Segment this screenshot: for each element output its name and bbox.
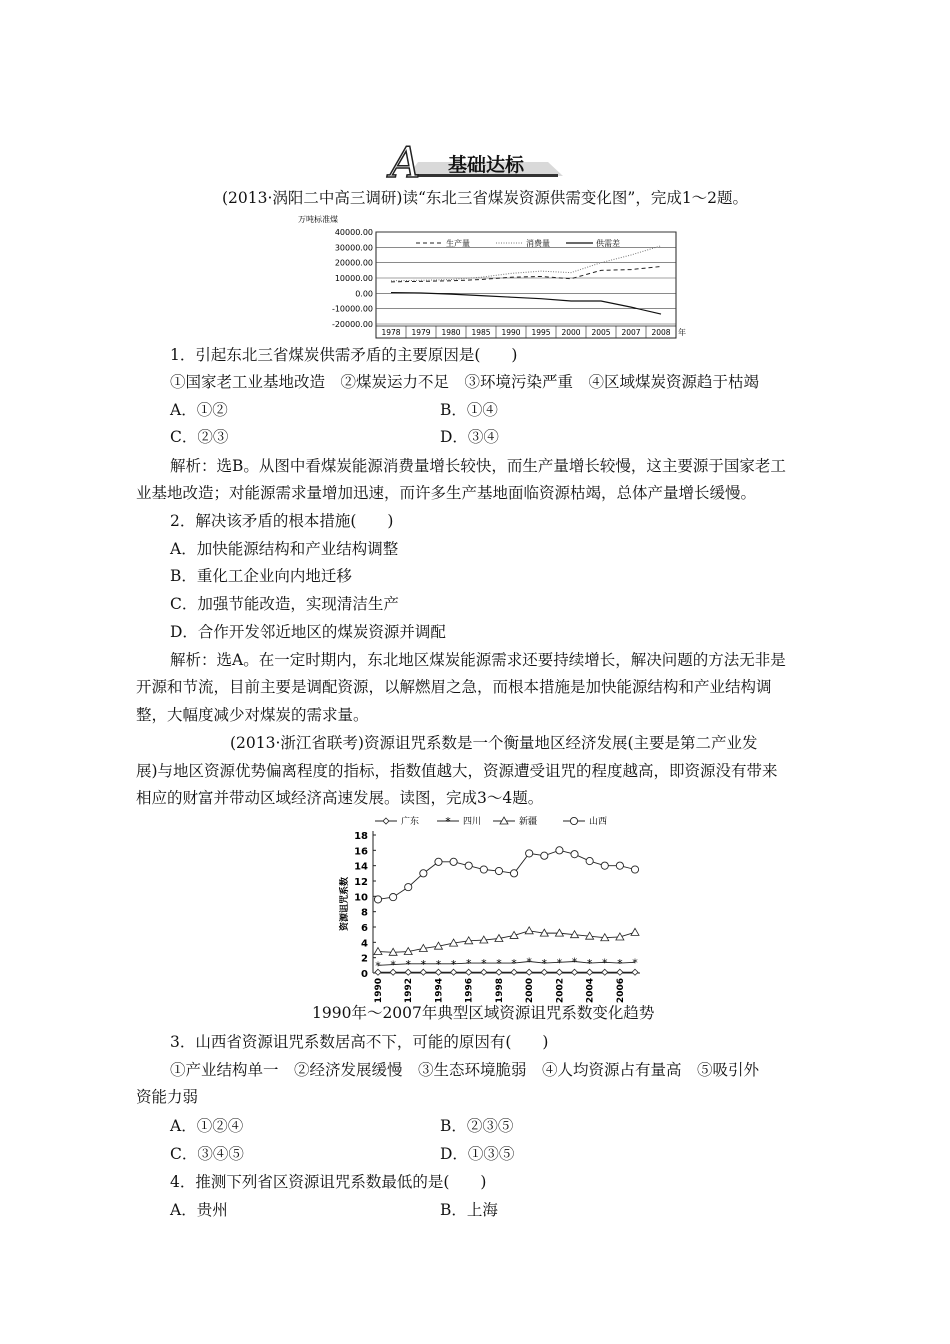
x-tick-label: 1998 (494, 978, 505, 1003)
data-point (617, 969, 623, 975)
legend-marker (500, 817, 508, 824)
data-point: * (390, 958, 396, 972)
x-tick-label: 2000 (525, 978, 536, 1003)
legend-marker (383, 818, 389, 824)
x-tick-label: 2008 (651, 328, 671, 337)
series-line-4 (378, 850, 635, 899)
series-line-2 (378, 962, 635, 966)
x-tick-label: 1990 (501, 328, 521, 337)
data-point: * (450, 957, 457, 971)
q4-option-a[interactable]: A．贵州 (170, 1201, 228, 1219)
banner-letter: A (390, 138, 421, 187)
coal-supply-demand-chart (296, 212, 696, 342)
data-point: * (632, 956, 638, 970)
data-point: * (481, 957, 487, 971)
y-tick-label: 0 (361, 969, 368, 980)
legend-label: 新疆 (519, 817, 538, 827)
data-point (480, 866, 487, 873)
data-point: * (571, 955, 578, 969)
q4-option-b[interactable]: B．上海 (440, 1201, 498, 1219)
x-tick-label: 1994 (434, 978, 445, 1003)
data-point (481, 969, 487, 975)
data-point (541, 852, 548, 859)
q4-stem: 4．推测下列省区资源诅咒系数最低的是( ) (170, 1173, 487, 1191)
series-line-3 (391, 293, 661, 314)
legend-label: 生产量 (446, 239, 470, 248)
legend-label: 供需差 (596, 239, 620, 248)
data-point (555, 929, 563, 936)
q2-option-a[interactable]: A．加快能源结构和产业结构调整 (170, 540, 399, 558)
data-point (526, 850, 533, 857)
series-line-2 (391, 246, 661, 281)
q3-items-line-1: ①产业结构单一 ②经济发展缓慢 ③生态环境脆弱 ④人均资源占有量高 ⑤吸引外 (170, 1061, 760, 1079)
data-point: * (405, 957, 411, 971)
data-point (631, 866, 638, 873)
y-tick-label: 10 (354, 892, 368, 904)
q3-option-b[interactable]: B．②③⑤ (440, 1117, 514, 1135)
data-point (495, 867, 502, 874)
data-point (526, 969, 532, 975)
legend-label: 广东 (401, 817, 420, 827)
x-tick-label: 2005 (591, 328, 611, 337)
data-point: * (526, 955, 532, 969)
y-tick-label: 4 (361, 938, 368, 950)
legend-label: 四川 (463, 817, 482, 827)
y-axis-label: 资源诅咒系数 (340, 876, 350, 932)
q3-stem: 3．山西省资源诅咒系数居高不下，可能的原因有( ) (170, 1033, 549, 1051)
legend-marker: * (445, 815, 451, 828)
x-tick-label: 1990 (374, 978, 384, 1003)
q2-option-b[interactable]: B．重化工企业向内地迁移 (170, 567, 352, 585)
intro-q3-4-line-2: 展)与地区资源优势偏离程度的指标，指数值越大，资源遭受诅咒的程度越高，即资源没有带来 (136, 762, 778, 780)
y-tick-label: 2 (361, 953, 368, 965)
chart2-caption: 1990年～2007年典型区域资源诅咒系数变化趋势 (312, 1004, 655, 1022)
q1-option-a[interactable]: A．①② (170, 401, 228, 419)
data-point (450, 858, 457, 865)
unit-label: 万吨标准煤 (298, 215, 338, 224)
a2-line-3: 整，大幅度减少对煤炭的需求量。 (136, 706, 369, 724)
x-tick-label: 1980 (441, 328, 461, 337)
data-point: * (465, 957, 472, 971)
y-tick-label: 14 (354, 861, 368, 873)
data-point (571, 851, 578, 858)
banner-title: 基础达标 (448, 154, 525, 176)
data-point: * (617, 957, 623, 971)
q1-stem: 1．引起东北三省煤炭供需矛盾的主要原因是( ) (170, 346, 518, 364)
y-tick-label: 12 (354, 877, 368, 888)
y-tick-label: 6 (361, 923, 368, 934)
q2-option-d[interactable]: D．合作开发邻近地区的煤炭资源并调配 (170, 623, 446, 641)
q3-option-a[interactable]: A．①②④ (170, 1117, 244, 1135)
data-point (405, 884, 412, 891)
data-point (420, 870, 427, 877)
data-point (556, 847, 563, 854)
data-point: * (496, 957, 502, 971)
data-point: * (375, 959, 381, 973)
a2-line-2: 开源和节流，目前主要是调配资源，以解燃眉之急，而根本措施是加快能源结构和产业结构调 (136, 678, 772, 696)
x-tick-label: 1992 (404, 978, 415, 1003)
data-point (465, 862, 472, 869)
intro-q3-4-line-3: 相应的财富并带动区域经济高速发展。读图，完成3～4题。 (136, 789, 544, 807)
q3-option-d[interactable]: D．①③⑤ (440, 1145, 515, 1163)
y-tick-label: 18 (354, 831, 368, 842)
data-point: * (420, 957, 427, 971)
data-point (374, 948, 382, 955)
q3-items-line-2: 资能力弱 (136, 1088, 199, 1106)
data-point (541, 969, 547, 975)
intro-q1-2: (2013·涡阳二中高三调研)读“东北三省煤炭资源供需变化图”，完成1～2题。 (222, 189, 749, 207)
data-point: * (586, 957, 593, 971)
y-tick-label: 16 (354, 846, 368, 858)
q2-stem: 2．解决该矛盾的根本措施( ) (170, 512, 394, 530)
x-tick-label: 2007 (621, 328, 641, 337)
y-tick-label: -20000.00 (331, 320, 373, 329)
data-point (390, 894, 397, 901)
data-point: * (602, 956, 608, 970)
y-tick-label: 40000.00 (334, 228, 373, 237)
section-banner (378, 140, 568, 186)
intro-q3-4-line-1: (2013·浙江省联考)资源诅咒系数是一个衡量地区经济发展(主要是第二产业发 (230, 734, 758, 752)
data-point (374, 896, 381, 903)
data-point (602, 969, 608, 975)
data-point (556, 969, 562, 975)
y-tick-label: 8 (361, 907, 368, 919)
data-point (510, 870, 517, 877)
a1-line-1: 解析：选B。从图中看煤炭能源消费量增长较快，而生产量增长较慢，这主要源于国家老工 (170, 457, 786, 475)
y-tick-label: 30000.00 (334, 243, 373, 253)
x-tick-label: 1995 (531, 328, 551, 337)
data-point (496, 969, 502, 975)
y-tick-label: 0.00 (355, 289, 373, 299)
data-point: * (541, 957, 548, 971)
a2-line-1: 解析：选A。在一定时期内，东北地区煤炭能源需求还要持续增长，解决问题的方法无非是 (170, 651, 786, 669)
data-point (586, 857, 593, 864)
x-tick-label: 2000 (561, 328, 581, 337)
data-point (525, 927, 533, 934)
data-point (631, 928, 639, 935)
legend-marker (570, 817, 577, 824)
legend-label: 消费量 (526, 239, 550, 248)
data-point (616, 862, 623, 869)
data-point: * (511, 957, 517, 971)
q1-items: ①国家老工业基地改造 ②煤炭运力不足 ③环境污染严重 ④区域煤炭资源趋于枯竭 (170, 373, 760, 391)
legend-label: 山西 (589, 817, 608, 827)
x-tick-label: 1996 (464, 978, 475, 1003)
resource-curse-chart (335, 813, 655, 1003)
data-point: * (435, 957, 442, 971)
y-tick-label: 10000.00 (334, 274, 373, 283)
data-point (466, 969, 472, 975)
q1-option-d[interactable]: D．③④ (440, 428, 499, 446)
data-point (572, 969, 578, 975)
q2-option-c[interactable]: C．加强节能改造，实现清洁生产 (170, 595, 399, 613)
data-point: * (556, 956, 563, 970)
q3-option-c[interactable]: C．③④⑤ (170, 1145, 244, 1163)
data-point (587, 969, 593, 975)
y-tick-label: -10000.00 (331, 304, 373, 314)
data-point (435, 858, 442, 865)
x-tick-label: 1978 (381, 328, 401, 337)
q1-option-c[interactable]: C．②③ (170, 428, 229, 446)
data-point (632, 969, 638, 975)
x-tick-label: 2002 (555, 978, 566, 1003)
x-unit-label: 年 (678, 328, 686, 337)
data-point (511, 969, 517, 975)
x-tick-label: 1979 (411, 328, 431, 337)
q1-option-b[interactable]: B．①④ (440, 401, 498, 419)
x-tick-label: 2006 (615, 978, 626, 1003)
data-point (601, 862, 608, 869)
x-tick-label: 1985 (471, 328, 491, 337)
a1-line-2: 业基地改造；对能源需求量增加迅速，而许多生产基地面临资源枯竭，总体产量增长缓慢。 (136, 484, 757, 502)
series-line-3 (378, 931, 635, 952)
y-tick-label: 20000.00 (334, 258, 373, 268)
x-tick-label: 2004 (585, 978, 596, 1003)
